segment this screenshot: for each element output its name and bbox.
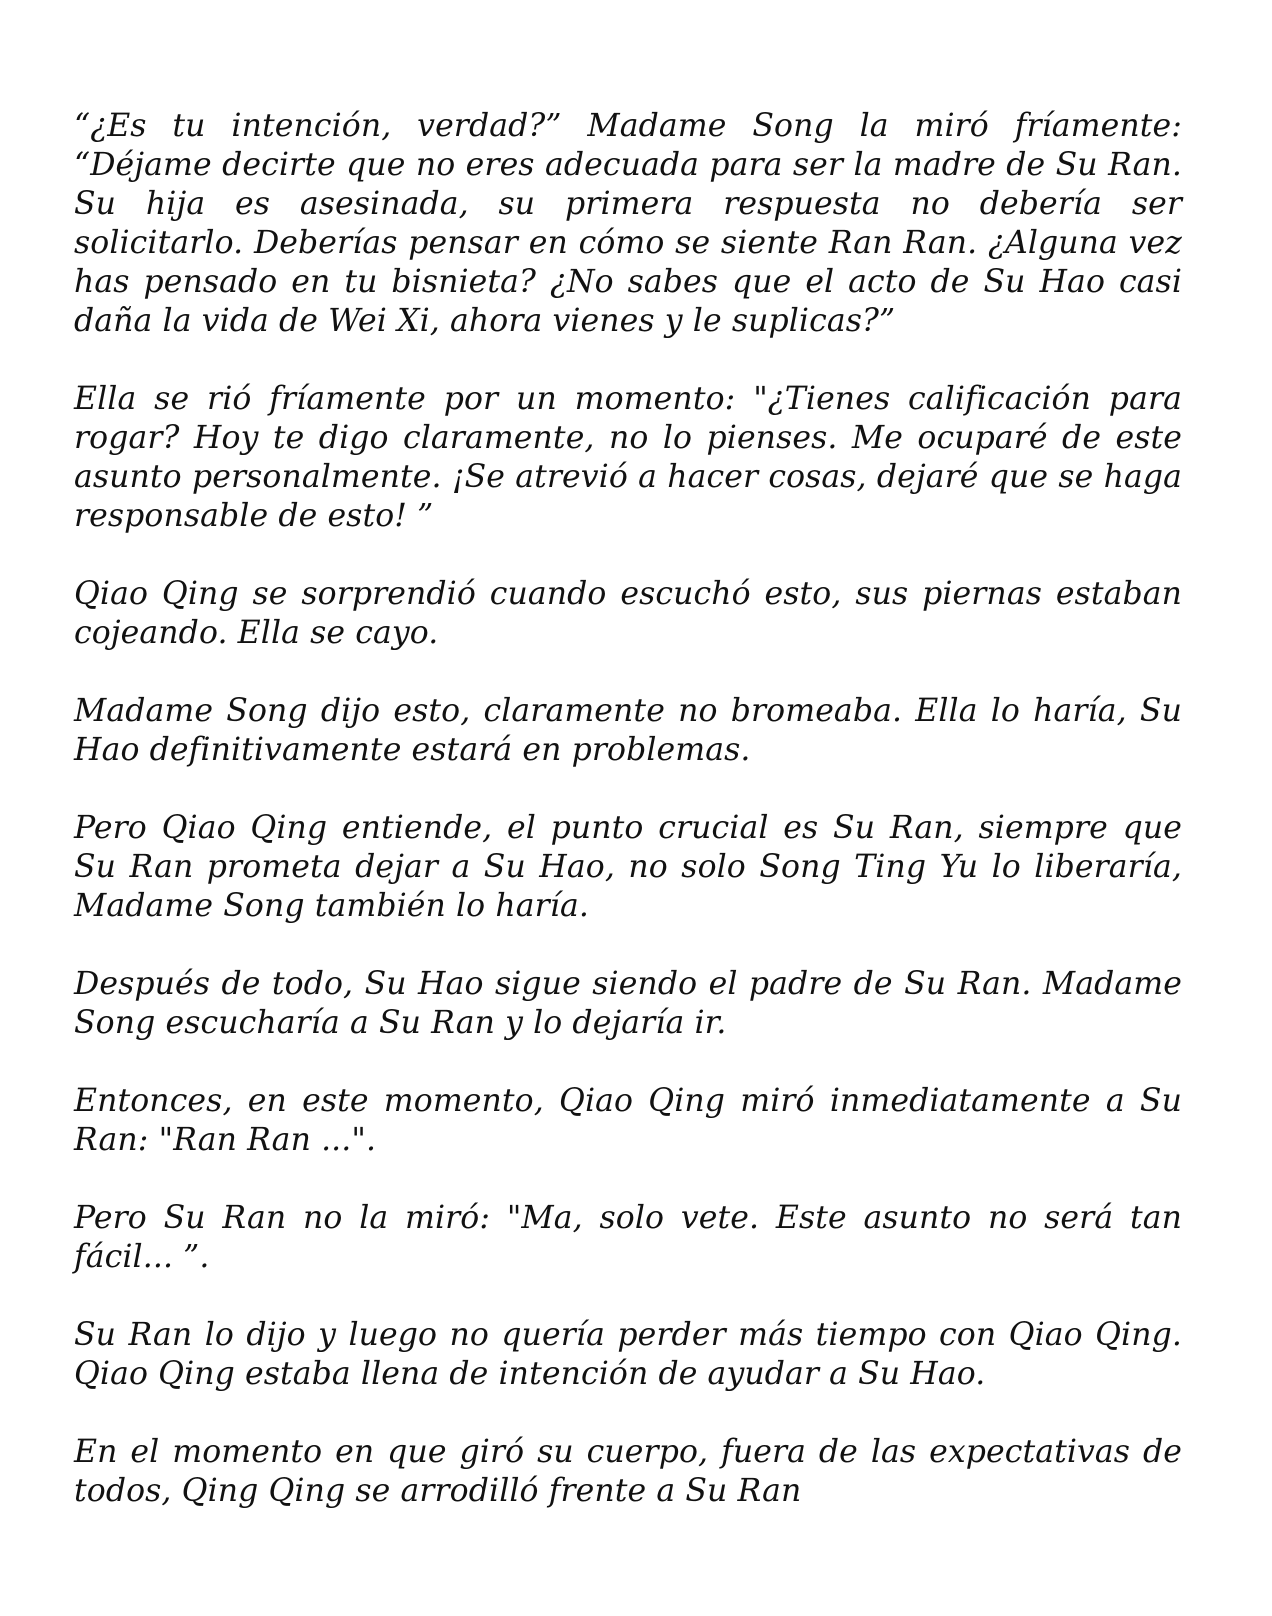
paragraph-10: En el momento en que giró su cuerpo, fuera de las expectativas de todos, Qing Qing se arrodilló frente a Su Ran (74, 1434, 1182, 1509)
paragraph-2: Ella se rió fríamente por un momento: "¿Tienes calificación para rogar? Hoy te digo claramente, no lo pienses. Me ocuparé de este asunto personalmente. ¡Se atrevió a hacer cosas, dejaré que se haga responsable de esto! ” (74, 381, 1182, 534)
paragraph-7: Entonces, en este momento, Qiao Qing miró inmediatamente a Su Ran: "Ran Ran ...". (74, 1083, 1182, 1158)
paragraph-3: Qiao Qing se sorprendió cuando escuchó esto, sus piernas estaban cojeando. Ella se cayo. (74, 576, 1182, 651)
paragraph-8: Pero Su Ran no la miró: "Ma, solo vete. Este asunto no será tan fácil... ”. (74, 1200, 1182, 1275)
paragraph-5: Pero Qiao Qing entiende, el punto crucial es Su Ran, siempre que Su Ran prometa dejar a Su Hao, no solo Song Ting Yu lo liberaría, Madame Song también lo haría. (74, 810, 1182, 924)
paragraph-9: Su Ran lo dijo y luego no quería perder más tiempo con Qiao Qing. Qiao Qing estaba llena de intención de ayudar a Su Hao. (74, 1317, 1182, 1392)
paragraph-1: “¿Es tu intención, verdad?” Madame Song la miró fríamente: “Déjame decirte que no eres adecuada para ser la madre de Su Ran. Su hija es asesinada, su primera respuesta no debería ser solicitarlo. Deberías pensar en cómo se siente Ran Ran. ¿Alguna vez has pensado en tu bisnieta? ¿No sabes que el acto de Su Hao casi daña la vida de Wei Xi, ahora vienes y le suplicas?” (74, 108, 1182, 339)
paragraph-4: Madame Song dijo esto, claramente no bromeaba. Ella lo haría, Su Hao definitivamente estará en problemas. (74, 693, 1182, 768)
paragraph-6: Después de todo, Su Hao sigue siendo el padre de Su Ran. Madame Song escucharía a Su Ran y lo dejaría ir. (74, 966, 1182, 1041)
